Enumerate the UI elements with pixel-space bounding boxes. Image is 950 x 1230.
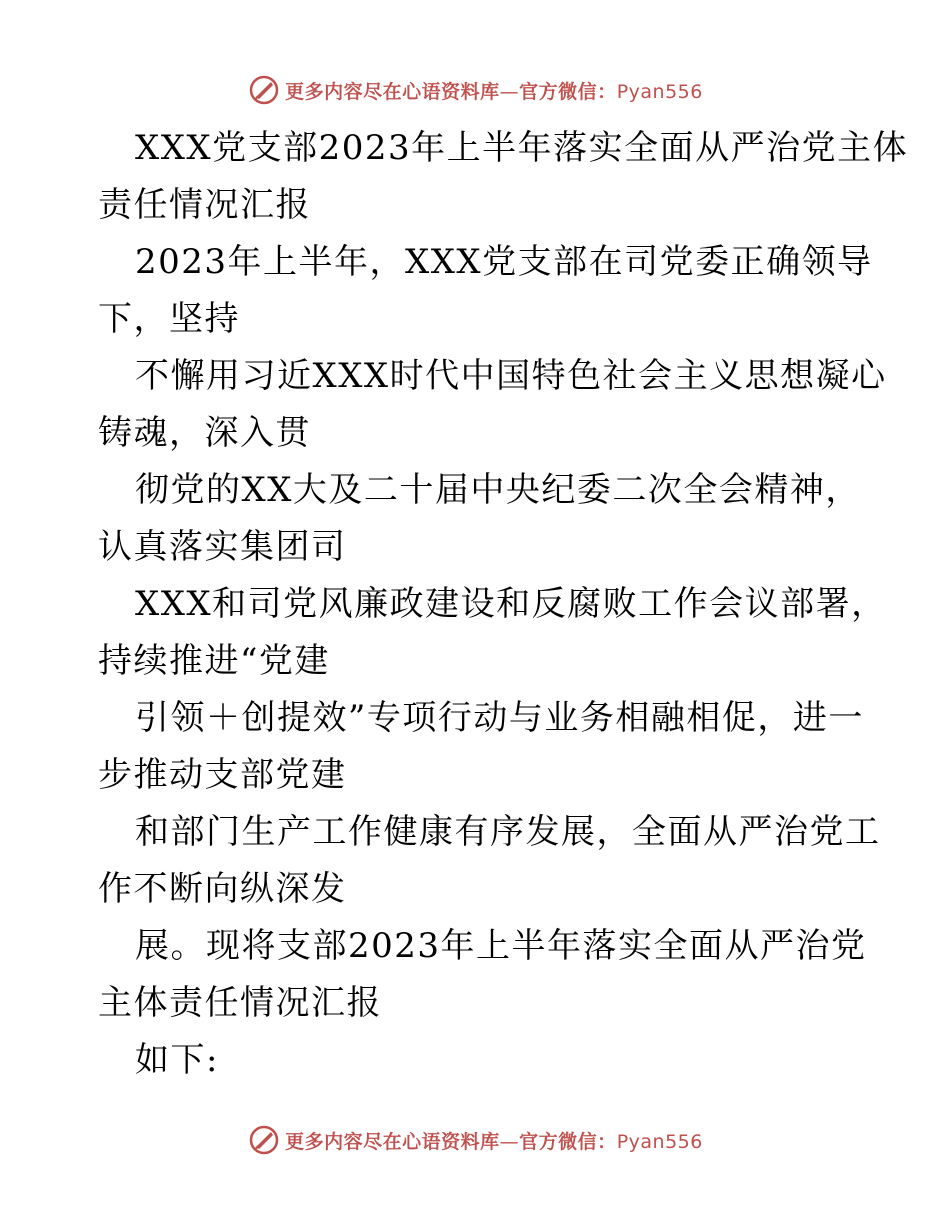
document-line: 引领＋创提效”专项行动与业务相融相促，进一 [135, 698, 864, 738]
document-body [98, 120, 909, 1089]
watermark-text [285, 1127, 703, 1154]
footer-watermark [0, 1120, 950, 1160]
document-line: 主体责任情况汇报 [98, 983, 382, 1023]
watermark-text [285, 77, 703, 104]
document-line: 责任情况汇报 [98, 185, 311, 225]
watermark-site-text: 更多内容尽在心语资料库 [285, 80, 500, 103]
watermark-site-text: 更多内容尽在心语资料库 [285, 1130, 500, 1153]
document-line: 作不断向纵深发 [98, 869, 347, 909]
document-line: 持续推进“党建 [98, 641, 330, 681]
document-line: 铸魂，深入贯 [98, 413, 311, 453]
document-line: 2023年上半年，XXX党支部在司党委正确领导 [135, 242, 873, 282]
quill-logo-icon [247, 1123, 281, 1157]
document-line: 展。现将支部2023年上半年落实全面从严治党 [135, 926, 867, 966]
document-line: 如下: [135, 1040, 219, 1080]
watermark-separator: — [499, 80, 520, 103]
watermark-separator: — [499, 1130, 520, 1153]
quill-logo-icon [247, 73, 281, 107]
watermark-contact-id: Pyan556 [616, 80, 703, 103]
document-line: 彻党的XX大及二十届中央纪委二次全会精神， [135, 470, 861, 510]
watermark-contact-label: 官方微信： [519, 80, 617, 103]
document-line: 和部门生产工作健康有序发展，全面从严治党工 [135, 812, 881, 852]
document-line: 下，坚持 [98, 299, 240, 339]
document-line: 认真落实集团司 [98, 527, 347, 567]
header-watermark [0, 70, 950, 110]
watermark-contact-id: Pyan556 [616, 1130, 703, 1153]
document-line: XXX党支部2023年上半年落实全面从严治党主体 [135, 128, 909, 168]
document-line: 步推动支部党建 [98, 755, 347, 795]
document-line: XXX和司党风廉政建设和反腐败工作会议部署， [135, 584, 887, 624]
watermark-contact-label: 官方微信： [519, 1130, 617, 1153]
document-line: 不懈用习近XXX时代中国特色社会主义思想凝心 [135, 356, 887, 396]
